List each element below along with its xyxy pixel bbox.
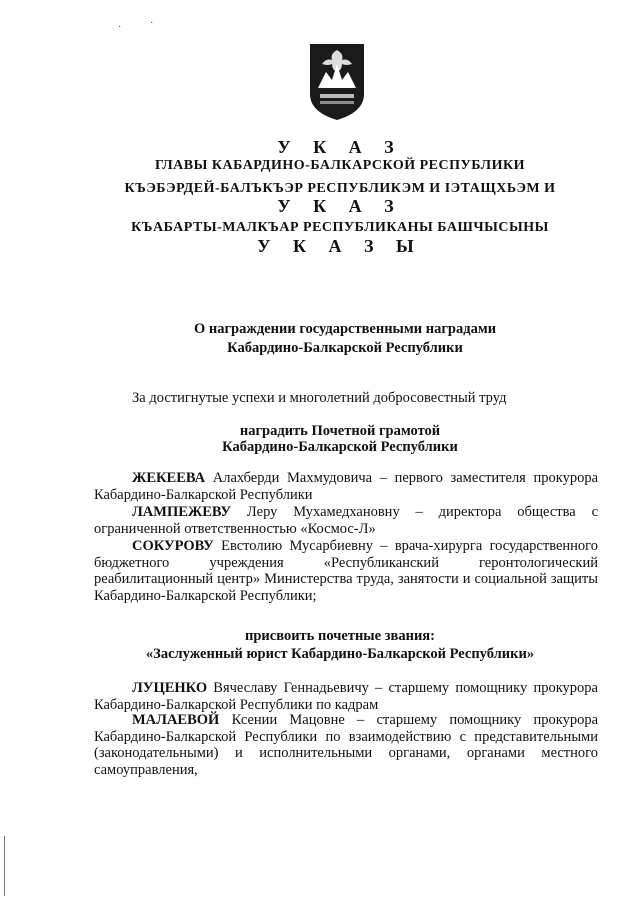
person-name: МАЛАЕВОЙ [132, 712, 220, 728]
decree-title-balkar: У К А З Ы [257, 236, 423, 256]
person-entry [94, 470, 598, 503]
person-name: ЛАМПЕЖЕВУ [132, 504, 232, 520]
issuer-balkar: КЪАБАРТЫ-МАЛКЪАР РЕСПУБЛИКАНЫ БАШЧЫСЫНЫ [131, 220, 549, 235]
award-heading-1 [0, 423, 640, 455]
person-description: Евстолию Мусарбиевну – врача-хирурга государственного бюджетного учреждения «Республиканский геронтологический реабилитационный центр» Министерства труда, занятости и социальной защиты Кабардино-Балкарской Республики; [94, 538, 598, 604]
subject-line-1: О награждении государственными наградами [193, 321, 497, 337]
person-entry [94, 538, 598, 604]
person-entry [94, 680, 598, 713]
decree-subject [0, 320, 640, 358]
issuer-kabardian: КЪЭБЭРДЕЙ-БАЛЪКЪЭР РЕСПУБЛИКЭМ И ІЭТАЩХЬЭМ И [124, 181, 556, 196]
award-1-line-1: наградить Почетной грамотой [239, 423, 441, 439]
person-description: Вячеславу Геннадьевичу – старшему помощнику прокурора Кабардино-Балкарской Республики по кадрам [94, 680, 598, 713]
issuer-ru: ГЛАВЫ КАБАРДИНО-БАЛКАРСКОЙ РЕСПУБЛИКИ [154, 158, 526, 173]
person-name: ЛУЦЕНКО [132, 680, 208, 696]
award-1-line-2: Кабардино-Балкарской Республики [222, 439, 458, 455]
scan-speck: · [118, 22, 122, 33]
award-2-line-1: присвоить почетные звания: [245, 628, 435, 644]
decree-title-ru: У К А З [277, 137, 403, 157]
person-entry [94, 712, 598, 778]
coat-of-arms-icon [306, 42, 368, 122]
person-name: ЖЕКЕЕВА [132, 470, 206, 486]
person-description: Леру Мухамедхановну – директора общества с ограниченной ответственностью «Космос-Л» [94, 504, 599, 537]
person-entry [94, 504, 598, 537]
scan-margin-line [4, 836, 5, 896]
person-description: Ксении Мацовне – старшему помощнику прокурора Кабардино-Балкарской Республики по взаимодействию с представительными (законодательными) и исполнительными органами, органами местного самоуправления, [94, 712, 599, 778]
person-description: Алахберди Махмудовича – первого заместителя прокурора Кабардино-Балкарской Республики [94, 470, 599, 503]
person-name: СОКУРОВУ [132, 538, 214, 554]
scan-speck: · [150, 18, 154, 29]
award-2-line-2: «Заслуженный юрист Кабардино-Балкарской Республики» [145, 646, 535, 662]
decree-title-kabardian: У К А З [277, 196, 403, 216]
subject-line-2: Кабардино-Балкарской Республики [227, 340, 463, 356]
intro-text: За достигнутые успехи и многолетний добросовестный труд [132, 390, 507, 406]
award-heading-2 [0, 627, 640, 663]
